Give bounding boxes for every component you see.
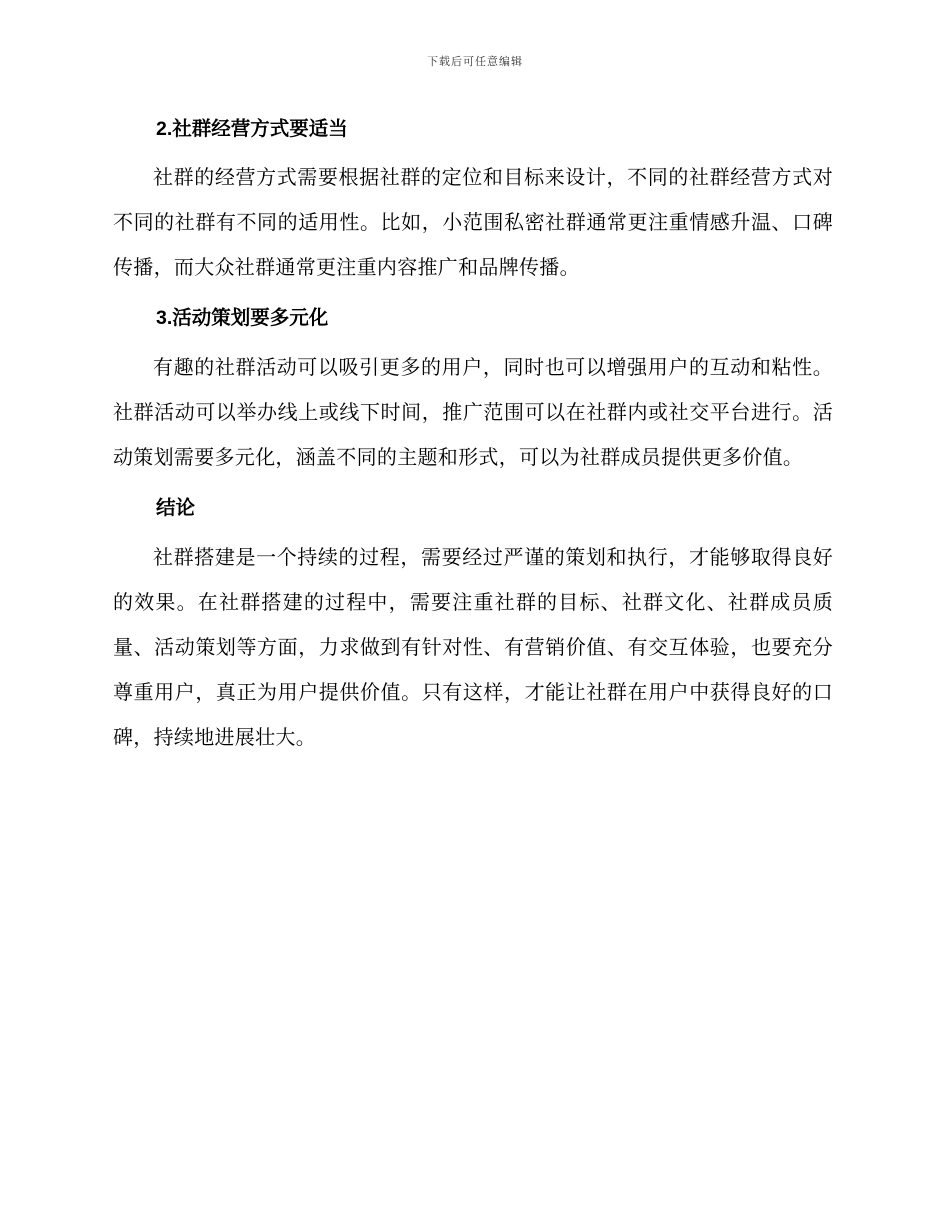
page-header-note: 下载后可任意编辑 (427, 55, 523, 68)
section-paragraph-operation: 社群的经营方式需要根据社群的定位和目标来设计，不同的社群经营方式对不同的社群有不同的适用性。比如，小范围私密社群通常更注重情感升温、口碑传播，而大众社群通常更注重内容推广和品牌传播。 (113, 165, 833, 279)
section-paragraph-activity: 有趣的社群活动可以吸引更多的用户，同时也可以增强用户的互动和粘性。社群活动可以举办线上或线下时间，推广范围可以在社群内或社交平台进行。活动策划需要多元化，涵盖不同的主题和形式，可以为社群成员提供更多价值。 (113, 355, 833, 469)
document-body (113, 106, 833, 765)
section-heading-operation: 2.社群经营方式要适当 (156, 118, 348, 140)
section-paragraph-conclusion: 社群搭建是一个持续的过程，需要经过严谨的策划和执行，才能够取得良好的效果。在社群搭建的过程中，需要注重社群的目标、社群文化、社群成员质量、活动策划等方面，力求做到有针对性、有营销价值、有交互体验，也要充分尊重用户，真正为用户提供价值。只有这样，才能让社群在用户中获得良好的口碑，持续地进展壮大。 (113, 545, 833, 749)
section-heading-activity: 3.活动策划要多元化 (156, 307, 329, 329)
section-heading-conclusion: 结论 (156, 497, 196, 519)
